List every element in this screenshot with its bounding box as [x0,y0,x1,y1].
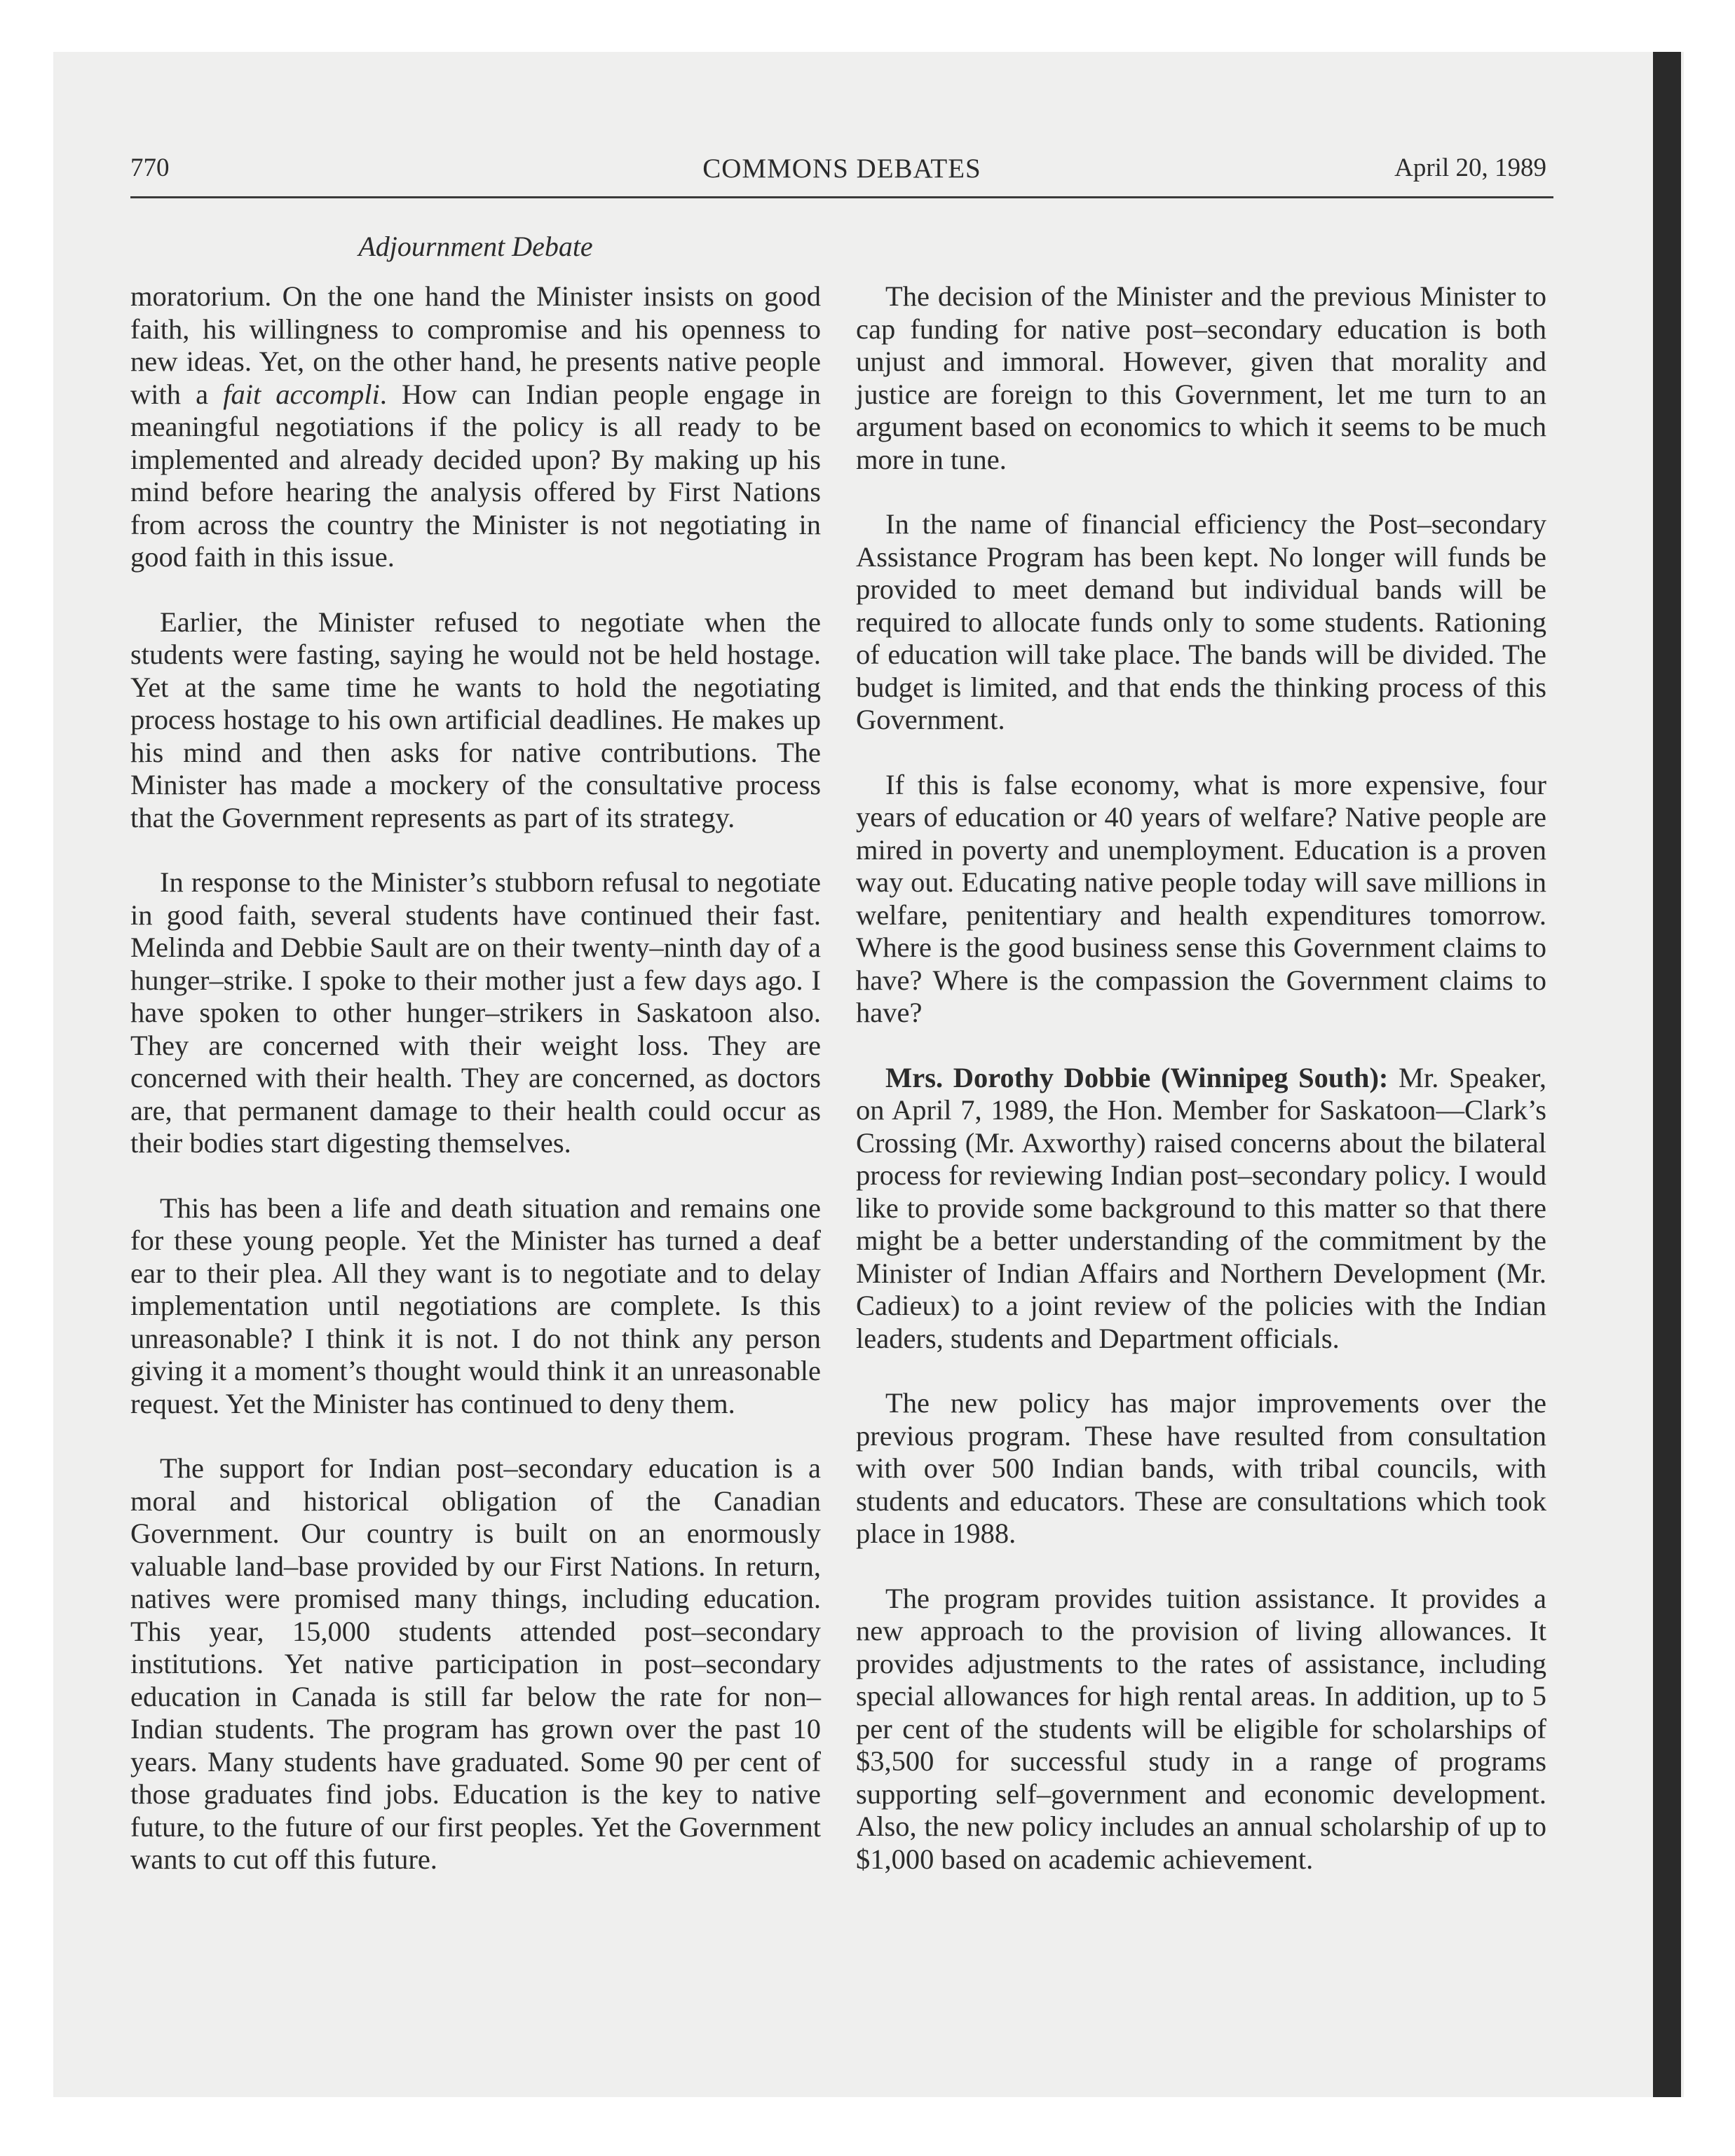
section-title: Adjournment Debate [358,231,593,262]
running-header [130,147,1553,198]
binding-edge [1653,52,1681,2097]
left-paragraph-3: In response to the Minister’s stubborn refusal to negotiate in good faith, several students have continued their fast. Melinda and Debbie Sault are on their twenty–ninth day of a hunger–strike. I spoke to their mother just a few days ago. I have spoken to other hunger–strikers in Saskatoon also. They are concerned with their weight loss. They are concerned with their health. They are concerned, as doctors are, that permanent damage to their health could occur as their bodies start digesting themselves. [130,866,821,1159]
speaker-name: Mrs. Dorothy Dobbie (Winnipeg South): [885,1061,1389,1093]
left-column [130,280,821,1909]
left-paragraph-1-text-a: moratorium. On the one hand the Minister insists on good faith, his willingness to compromise and his openness to new ideas. Yet, on the other hand, he presents native people with a [130,280,821,410]
right-paragraph-2: In the name of financial efficiency the Post–secondary Assistance Program has been kept. No longer will funds be provided to meet demand but individual bands will be required to allocate funds only to some students. Rationing of education will take place. The bands will be divided. The budget is limited, and that ends the thinking process of this Government. [856,508,1546,735]
left-paragraph-5: The support for Indian post–secondary education is a moral and historical obligation of the Canadian Government. Our country is built on an enormously valuable land–base provided by our First Nations. In return, natives were promised many things, including education. This year, 15,000 students attended post–secondary institutions. Yet native participation in post–secondary education in Canada is still far below the rate for non–Indian students. The program has grown over the past 10 years. Many students have graduated. Some 90 per cent of those graduates find jobs. Education is the key to native future, to the future of our first peoples. Yet the Government wants to cut off this future. [130,1452,821,1875]
document-page [130,147,1553,2054]
page-number: 770 [130,153,170,182]
left-paragraph-1-text-b: . How can Indian people engage in meaningful negotiations if the policy is all ready to be implemented and already decided upon? By making up his mind before hearing the analysis offered by First Nations from across the country the Minister is not negotiating in good faith in this issue. [130,378,822,573]
right-column [856,280,1546,1908]
left-paragraph-1 [130,280,821,574]
left-paragraph-4: This has been a life and death situation and remains one for these young people. Yet the Minister has turned a deaf ear to their plea. All they want is to negotiate and to delay implementation until negotiations are complete. Is this unreasonable? I think it is not. I do not think any person giving it a moment’s thought would think it an unreasonable request. Yet the Minister has continued to deny them. [130,1192,821,1419]
publication-date: April 20, 1989 [1394,153,1546,182]
left-paragraph-2: Earlier, the Minister refused to negotiate when the students were fasting, saying he would not be held hostage. Yet at the same time he wants to hold the negotiating process hostage to his own artificial deadlines. He makes up his mind and then asks for native contributions. The Minister has made a mockery of the consultative process that the Government represents as part of its strategy. [130,606,821,833]
right-paragraph-5: The new policy has major improvements over the previous program. These have resulted from consultation with over 500 Indian bands, with tribal councils, with students and educators. These are consultations which took place in 1988. [856,1387,1546,1549]
right-paragraph-1: The decision of the Minister and the previous Minister to cap funding for native post–secondary education is both unjust and immoral. However, given that morality and justice are foreign to this Government, let me turn to an argument based on economics to which it seems to be much more in tune. [856,280,1546,475]
right-paragraph-3: If this is false economy, what is more expensive, four years of education or 40 years of welfare? Native people are mired in poverty and unemployment. Education is a proven way out. Educating native people today will save millions in welfare, penitentiary and health expenditures tomorrow. Where is the good business sense this Government claims to have? Where is the compassion the Government claims to have? [856,768,1546,1028]
right-paragraph-4 [856,1062,1546,1356]
right-paragraph-6: The program provides tuition assistance. It provides a new approach to the provision of living allowances. It provides adjustments to the rates of assistance, including special allowances for high rental areas. In addition, up to 5 per cent of the students will be eligible for scholarships of $3,500 for successful study in a range of programs supporting self–government and economic development. Also, the new policy includes an annual scholarship of up to $1,000 based on academic achievement. [856,1582,1546,1875]
left-paragraph-1-italic: fait accompli [223,378,380,410]
right-paragraph-4-text: Mr. Speaker, on April 7, 1989, the Hon. Member for Saskatoon—Clark’s Crossing (Mr. Axworthy) raised concerns about the bilateral process for reviewing Indian post–secondary policy. I would like to provide some background to this matter so that there might be a better understanding of the commitment by the Minister of Indian Affairs and Northern Development (Mr. Cadieux) to a joint review of the policies with the Indian leaders, students and Department officials. [856,1061,1546,1354]
publication-title: COMMONS DEBATES [702,153,981,184]
